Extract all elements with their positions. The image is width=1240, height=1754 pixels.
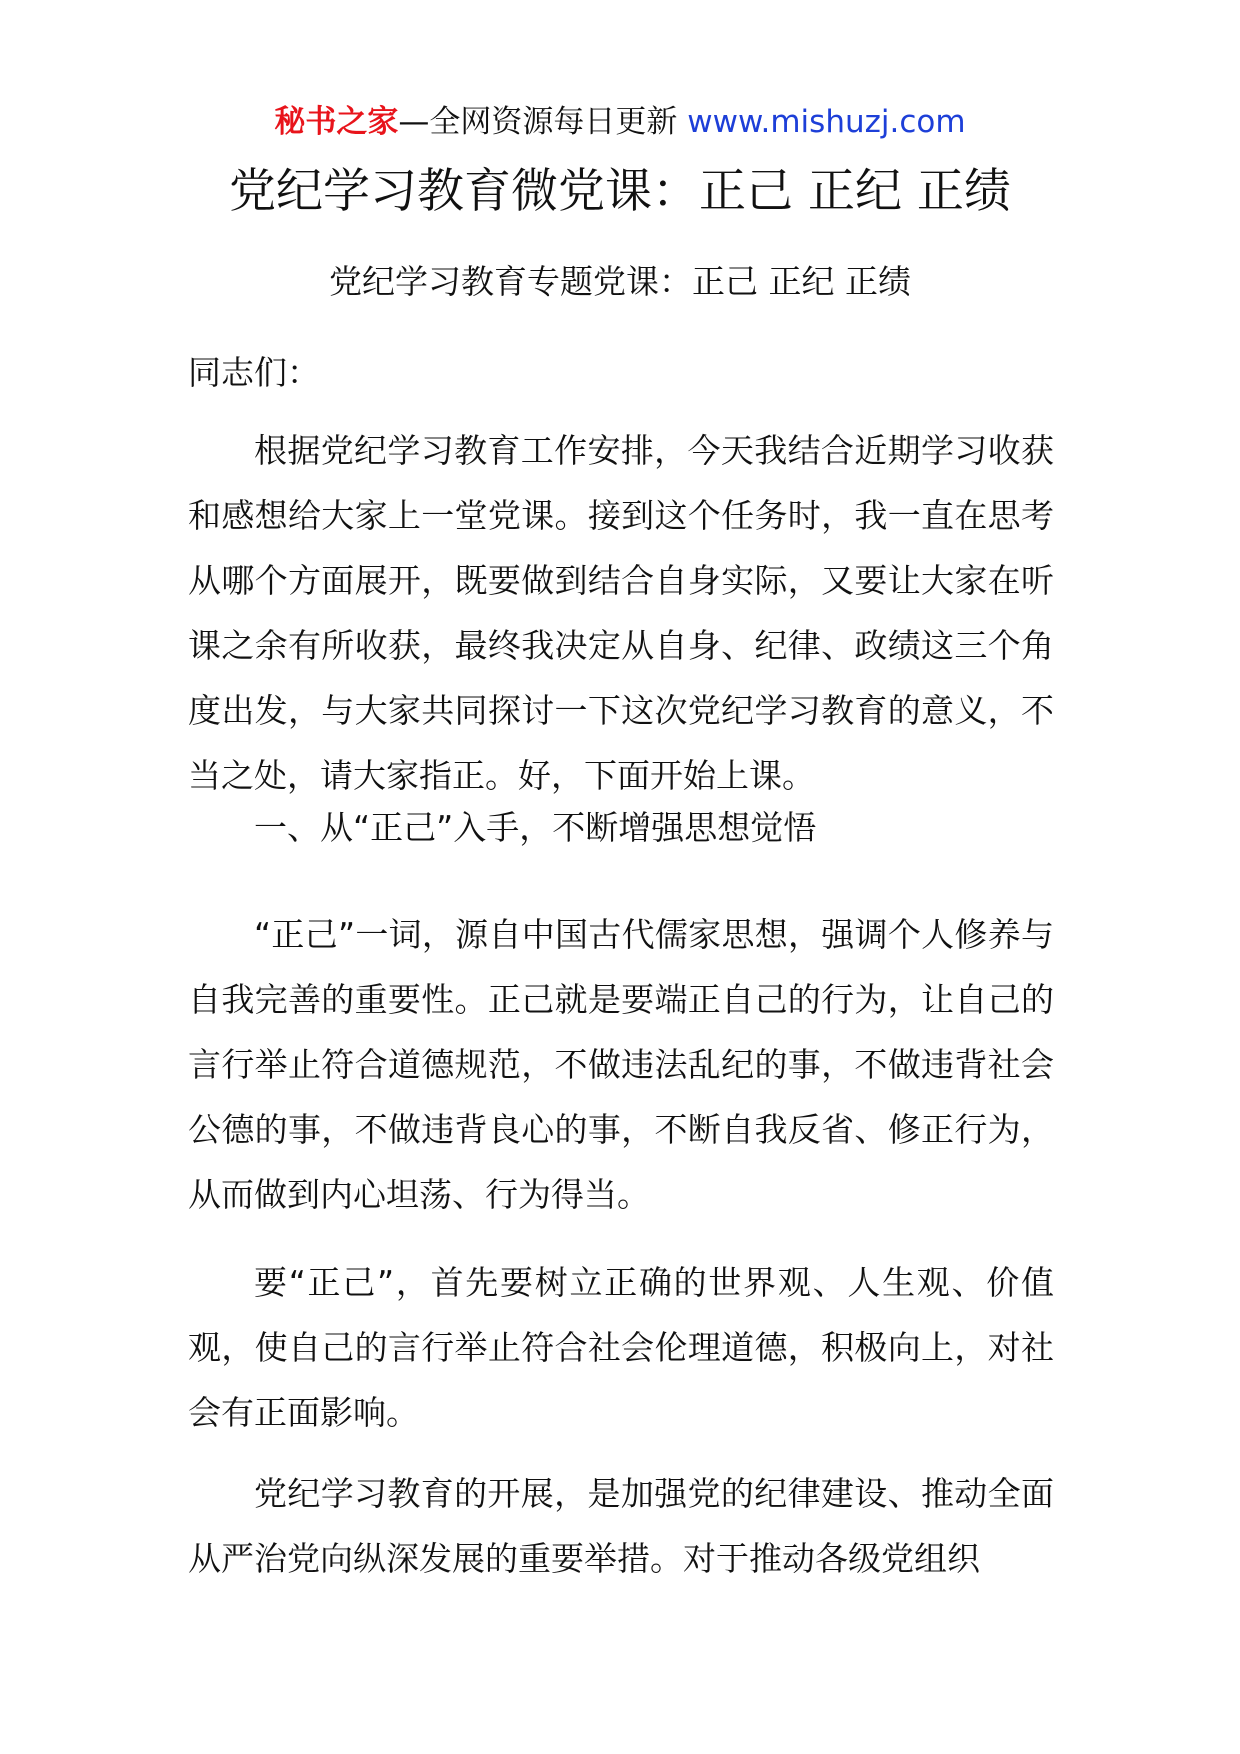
document-subtitle: 党纪学习教育专题党课：正己 正纪 正绩 [329, 262, 911, 301]
site-header [0, 102, 1240, 142]
site-url-link[interactable]: www.mishuzj.com [687, 104, 966, 140]
paragraph-discipline-education: 党纪学习教育的开展，是加强党的纪律建设、推动全面从严治党向纵深发展的重要举措。对于推动各级党组织 [188, 1474, 1054, 1578]
paragraph-intro: 根据党纪学习教育工作安排，今天我结合近期学习收获和感想给大家上一堂党课。接到这个任务时，我一直在思考从哪个方面展开，既要做到结合自身实际，又要让大家在听课之余有所收获，最终我决定从自身、纪律、政绩这三个角度出发，与大家共同探讨一下这次党纪学习教育的意义，不当之处，请大家指正。好，下面开始上课。 [188, 431, 1054, 795]
paragraph-zhengji-definition: “正己”一词，源自中国古代儒家思想，强调个人修养与自我完善的重要性。正己就是要端正自己的行为，让自己的言行举止符合道德规范，不做违法乱纪的事，不做违背社会公德的事，不做违背良心的事，不断自我反省、修正行为，从而做到内心坦荡、行为得当。 [188, 915, 1054, 1214]
brand-name: 秘书之家 [274, 104, 399, 140]
section-heading-1: 一、从“正己”入手，不断增强思想觉悟 [254, 808, 817, 847]
greeting: 同志们： [188, 353, 320, 392]
header-tagline: —全网资源每日更新 [398, 104, 688, 140]
paragraph-zhengji-values: 要“正己”，首先要树立正确的世界观、人生观、价值观，使自己的言行举止符合社会伦理道德，积极向上，对社会有正面影响。 [188, 1263, 1054, 1432]
document-title: 党纪学习教育微党课：正己 正纪 正绩 [229, 164, 1011, 219]
